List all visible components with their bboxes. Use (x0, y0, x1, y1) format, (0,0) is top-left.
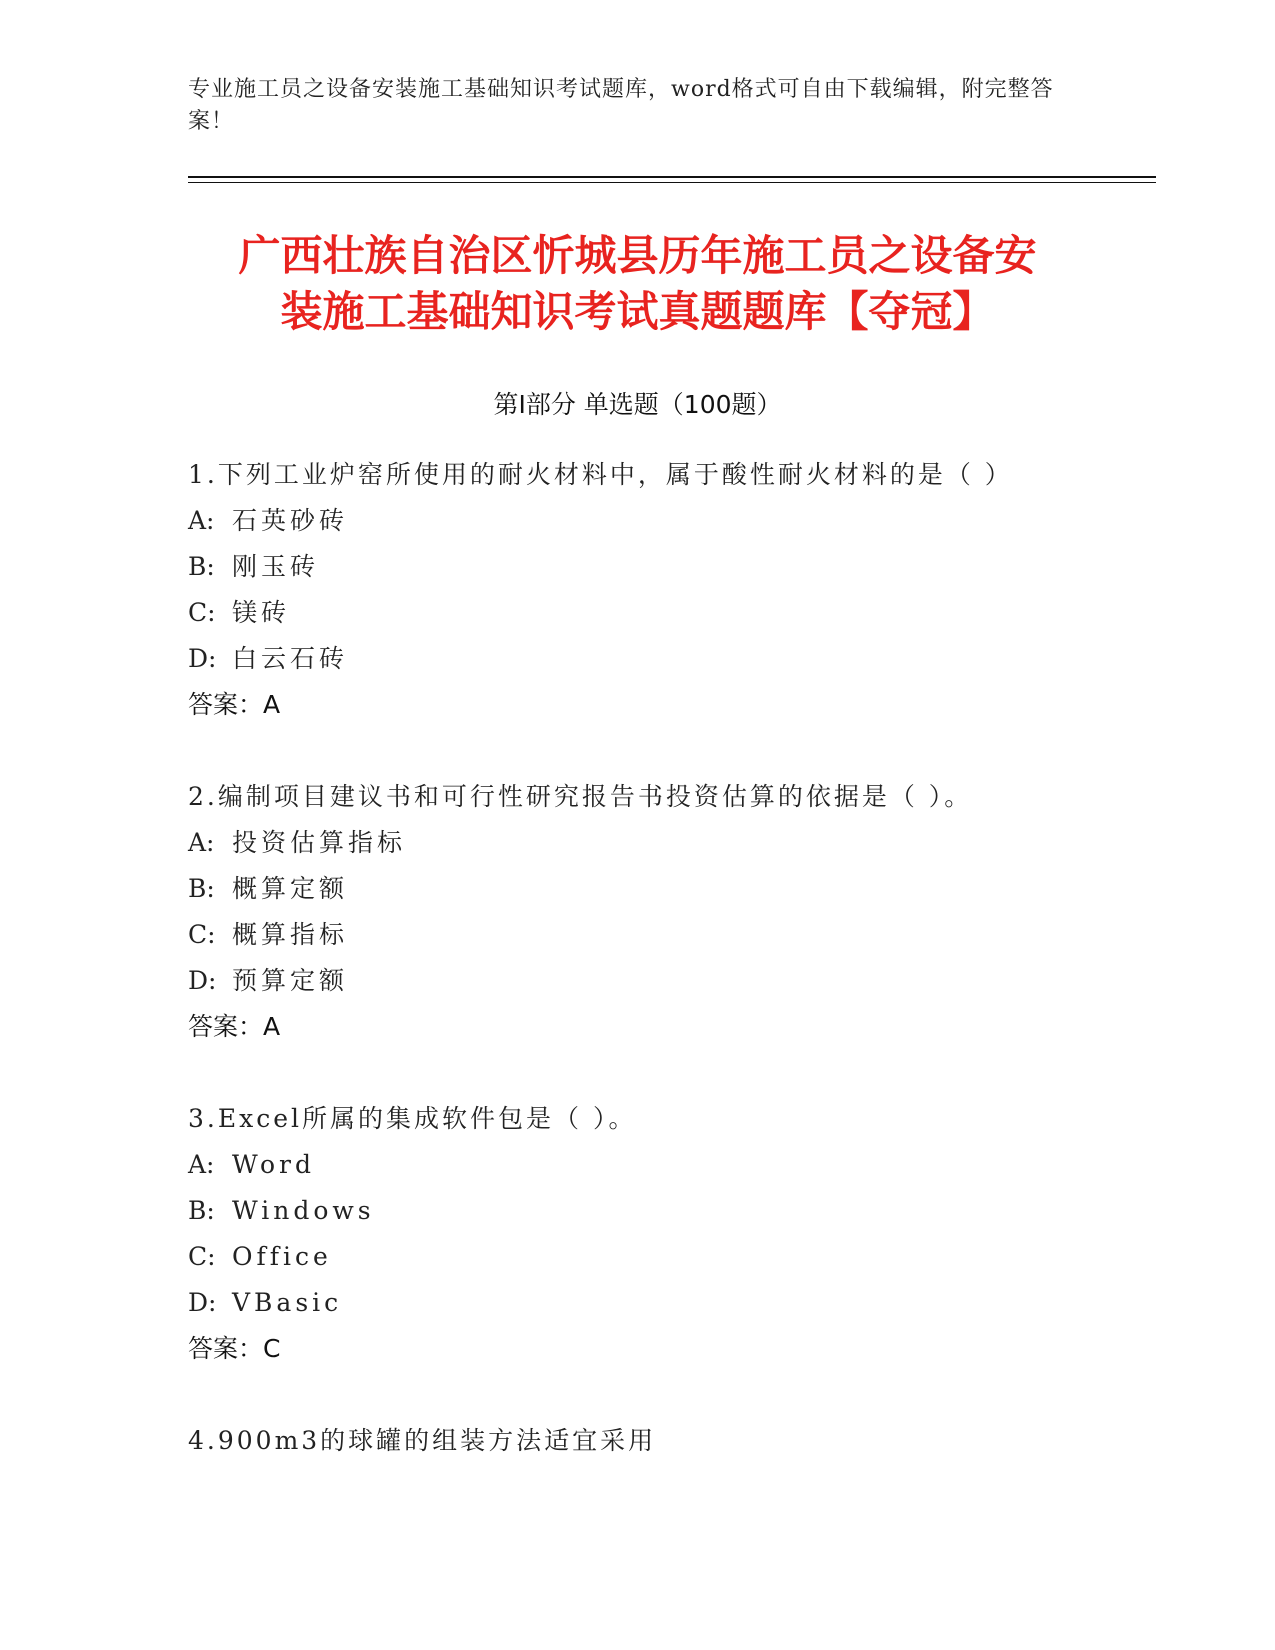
option-c (188, 590, 1088, 636)
option-a (188, 498, 1088, 544)
document-title-line-1: 广西壮族自治区忻城县历年施工员之设备安 (238, 231, 1037, 280)
answer-line: 答案：A (188, 1012, 281, 1041)
question-stem: 3.Excel所属的集成软件包是（ ）。 (188, 1104, 637, 1133)
option-text: Windows (232, 1196, 375, 1225)
question-1 (188, 452, 1088, 728)
question-stem: 1.下列工业炉窑所使用的耐火材料中，属于酸性耐火材料的是（ ） (188, 460, 1013, 489)
option-text: 投资估算指标 (232, 828, 407, 857)
option-b (188, 544, 1088, 590)
option-c (188, 912, 1088, 958)
option-text: 预算定额 (232, 966, 349, 995)
question-4 (188, 1418, 1088, 1464)
option-text: 石英砂砖 (232, 506, 349, 535)
option-d (188, 1280, 1088, 1326)
option-letter: D: (188, 1288, 217, 1317)
option-letter: A: (188, 1150, 215, 1179)
option-letter: B: (188, 552, 215, 581)
question-stem: 4.900m3的球罐的组装方法适宜采用 (188, 1426, 657, 1455)
option-text: 镁砖 (232, 598, 291, 627)
option-letter: C: (188, 598, 216, 627)
header-divider-thick (188, 176, 1156, 178)
document-title-line-2: 装施工基础知识考试真题题库【夺冠】 (280, 287, 995, 336)
answer-line: 答案：A (188, 690, 281, 719)
question-2 (188, 774, 1088, 1050)
option-letter: C: (188, 920, 216, 949)
option-text: Word (232, 1150, 316, 1179)
header-divider-thin (188, 182, 1156, 183)
option-text: 概算定额 (232, 874, 349, 903)
option-letter: D: (188, 966, 217, 995)
option-a (188, 1142, 1088, 1188)
question-stem: 2.编制项目建议书和可行性研究报告书投资估算的依据是（ ）。 (188, 782, 973, 811)
document-title (160, 228, 1115, 340)
option-text: VBasic (232, 1288, 343, 1317)
option-a (188, 820, 1088, 866)
option-text: 概算指标 (232, 920, 349, 949)
question-3 (188, 1096, 1088, 1372)
option-letter: A: (188, 828, 215, 857)
option-letter: A: (188, 506, 215, 535)
answer-line: 答案：C (188, 1334, 281, 1363)
option-letter: B: (188, 874, 215, 903)
header-note: 专业施工员之设备安装施工基础知识考试题库，word格式可自由下载编辑，附完整答案！ (188, 77, 1054, 134)
option-letter: D: (188, 644, 217, 673)
section-heading: 第Ⅰ部分 单选题（100题） (493, 390, 782, 419)
option-b (188, 1188, 1088, 1234)
option-b (188, 866, 1088, 912)
option-letter: B: (188, 1196, 215, 1225)
option-text: Office (232, 1242, 332, 1271)
option-text: 刚玉砖 (232, 552, 320, 581)
option-c (188, 1234, 1088, 1280)
option-d (188, 958, 1088, 1004)
option-letter: C: (188, 1242, 216, 1271)
option-text: 白云石砖 (232, 644, 349, 673)
option-d (188, 636, 1088, 682)
